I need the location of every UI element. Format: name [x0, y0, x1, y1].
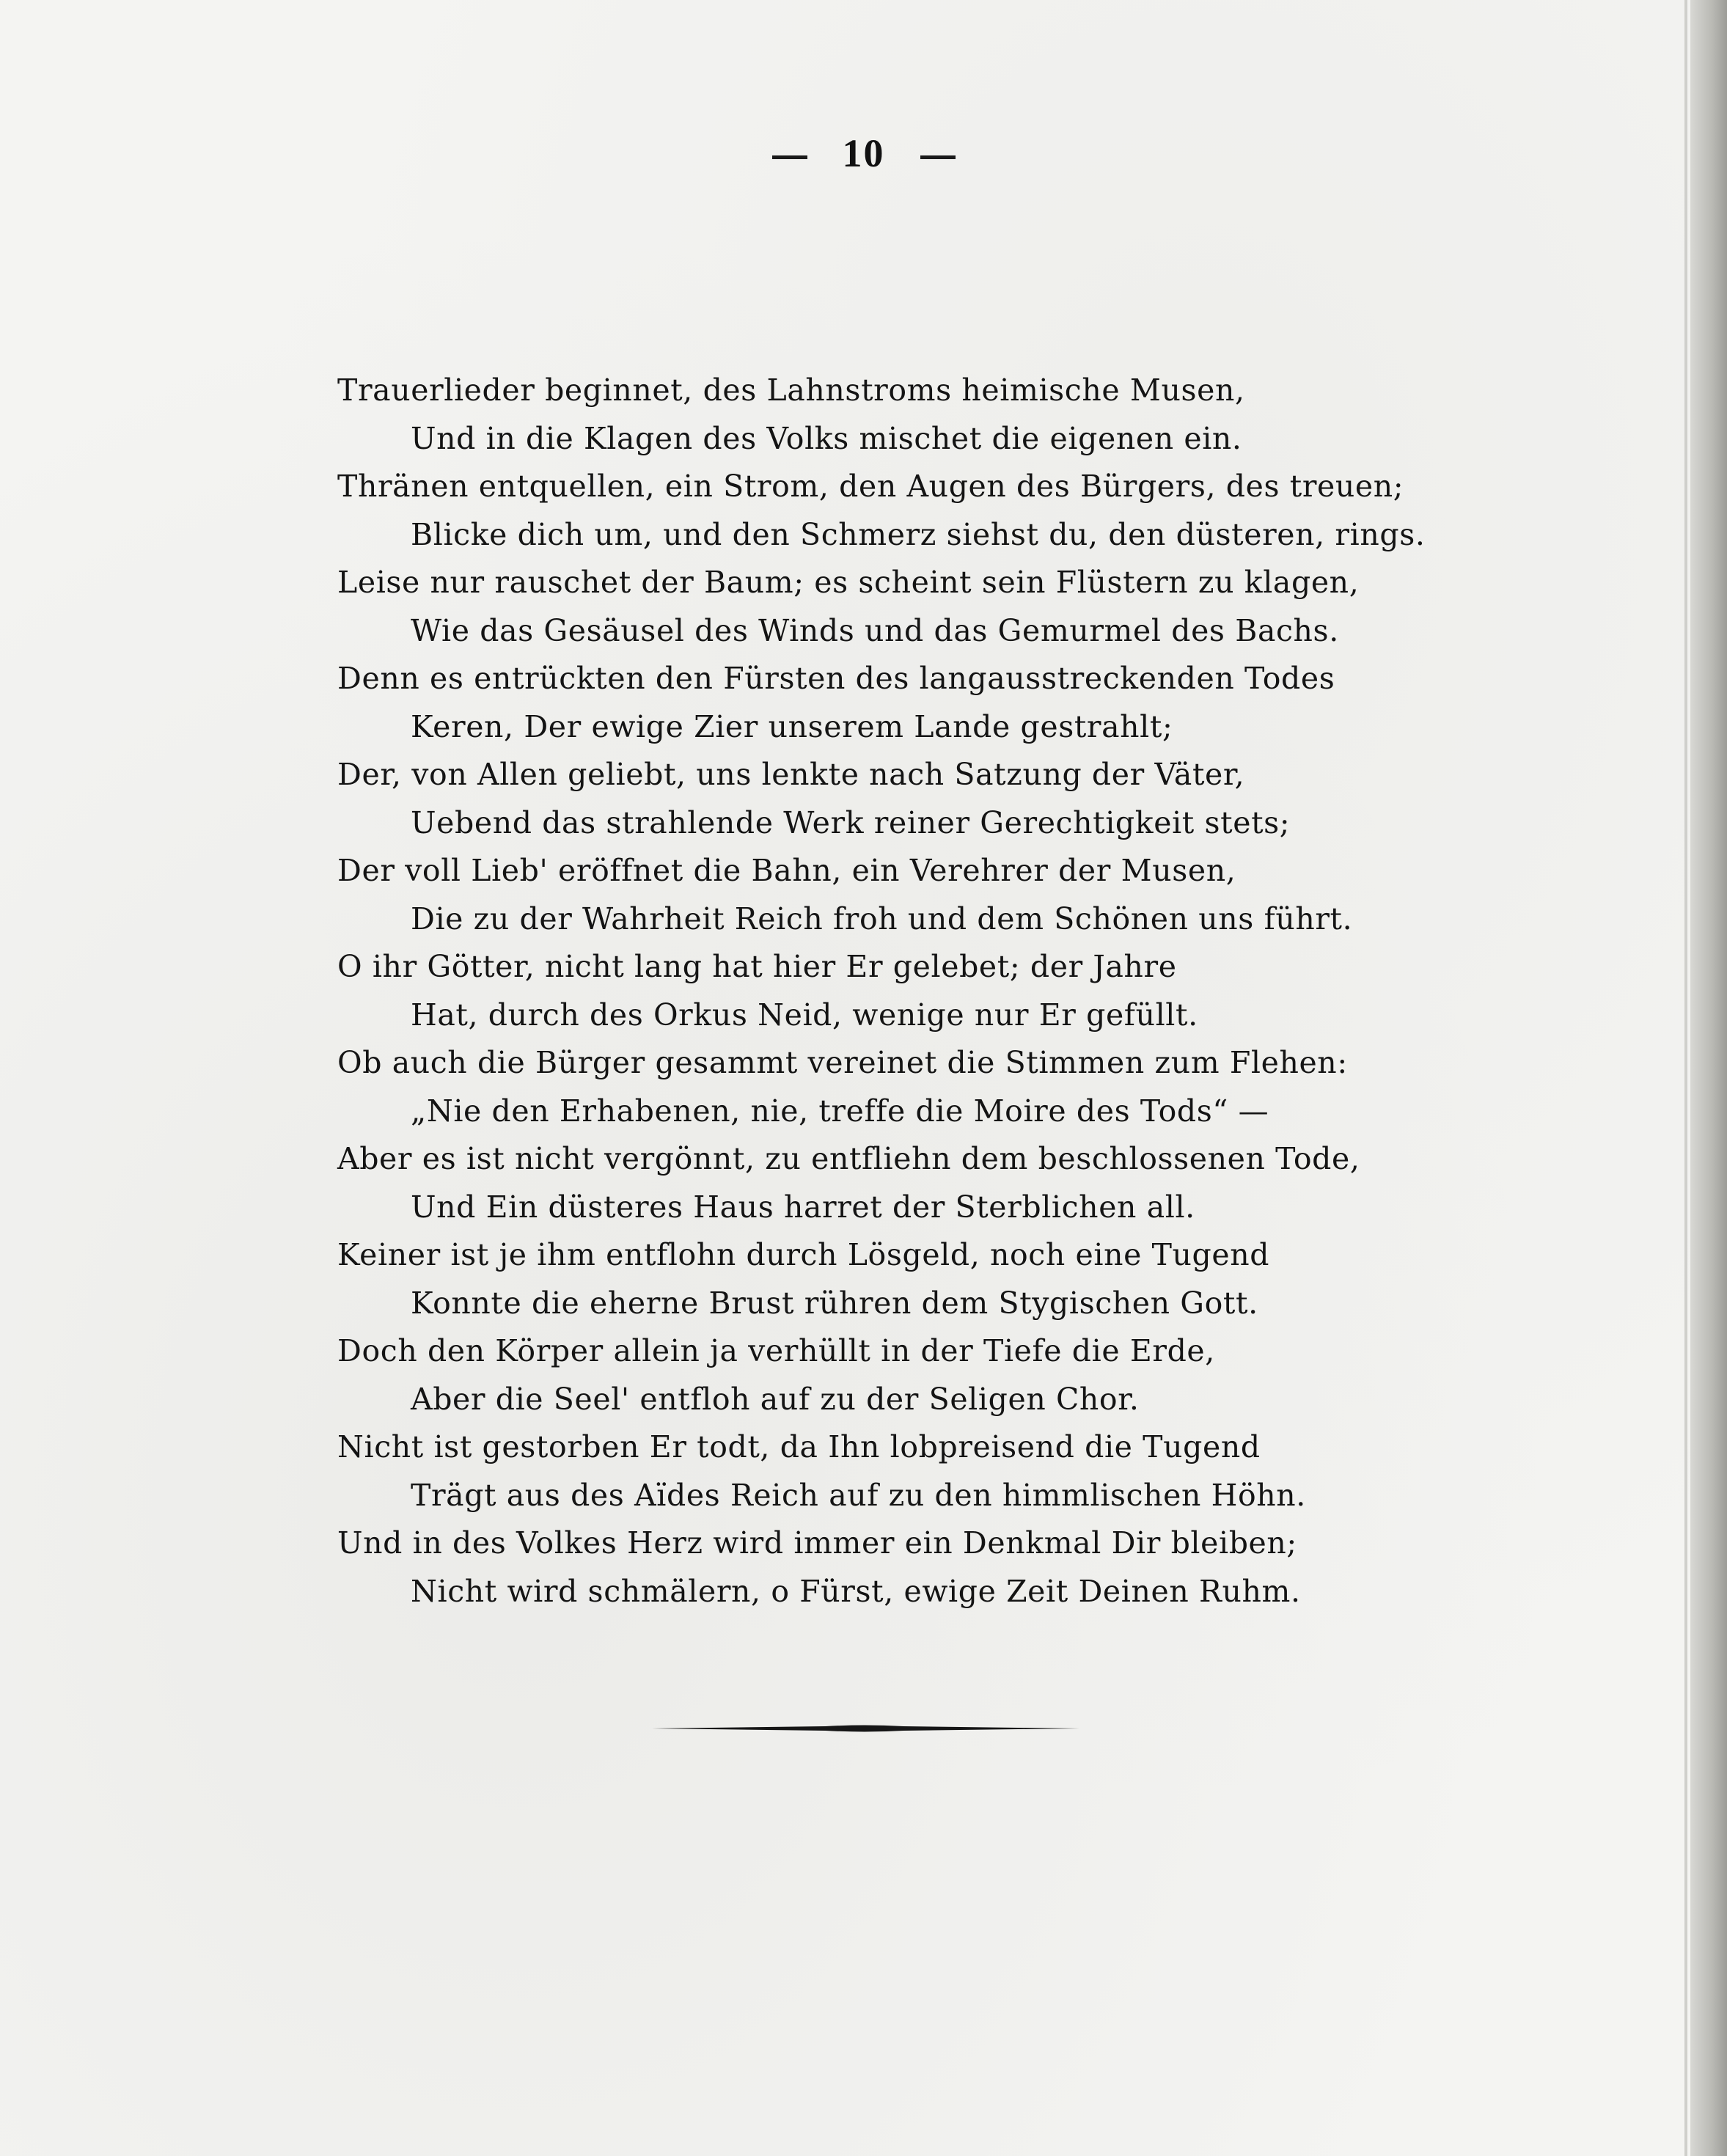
end-divider-rule: [650, 1723, 1079, 1734]
poem-line: Uebend das strahlende Werk reiner Gerechtigkeit stets;: [411, 804, 1291, 840]
poem-line: Die zu der Wahrheit Reich froh und dem Schönen uns führt.: [411, 901, 1353, 936]
poem-line: „Nie den Erhabenen, nie, treffe die Moire des Tods“ —: [411, 1093, 1269, 1129]
poem-line: Konnte die eherne Brust rühren dem Stygischen Gott.: [411, 1285, 1258, 1321]
poem-line: Doch den Körper allein ja verhüllt in der Tiefe die Erde,: [337, 1333, 1215, 1368]
poem-line: Trägt aus des Aïdes Reich auf zu den himmlischen Höhn.: [411, 1477, 1306, 1513]
poem-line: Aber es ist nicht vergönnt, zu entfliehn dem beschlossenen Tode,: [337, 1141, 1360, 1176]
poem-line: Blicke dich um, und den Schmerz siehst du, den düsteren, rings.: [411, 516, 1426, 552]
page-header: [0, 131, 1727, 176]
header-dash-right: [920, 155, 956, 159]
poem-line: Denn es entrückten den Fürsten des langausstreckenden Todes: [337, 661, 1335, 696]
page-edge-shadow: [1690, 0, 1727, 2156]
poem-line: Wie das Gesäusel des Winds und das Gemurmel des Bachs.: [411, 612, 1339, 648]
poem-line: Und Ein düsteres Haus harret der Sterblichen all.: [411, 1189, 1195, 1225]
poem-line: Thränen entquellen, ein Strom, den Augen des Bürgers, des treuen;: [337, 469, 1404, 504]
poem-line: Ob auch die Bürger gesammt vereinet die Stimmen zum Flehen:: [337, 1045, 1348, 1080]
poem-body: [337, 367, 1599, 1616]
poem-line: Keiner ist je ihm entflohn durch Lösgeld, noch eine Tugend: [337, 1237, 1270, 1272]
poem-line: Nicht wird schmälern, o Fürst, ewige Zeit Deinen Ruhm.: [411, 1573, 1301, 1609]
poem-line: Nicht ist gestorben Er todt, da Ihn lobpreisend die Tugend: [337, 1429, 1261, 1464]
header-dash-left: [772, 155, 807, 159]
poem-line: Der, von Allen geliebt, uns lenkte nach Satzung der Väter,: [337, 757, 1245, 792]
poem-line: Der voll Lieb' eröffnet die Bahn, ein Verehrer der Musen,: [337, 853, 1236, 888]
poem-line: Keren, Der ewige Zier unserem Lande gestrahlt;: [411, 708, 1173, 744]
poem-line: Und in des Volkes Herz wird immer ein Denkmal Dir bleiben;: [337, 1525, 1297, 1561]
poem-line: Trauerlieder beginnet, des Lahnstroms heimische Musen,: [337, 373, 1245, 408]
poem-line: Hat, durch des Orkus Neid, wenige nur Er gefüllt.: [411, 997, 1198, 1033]
poem-line: Leise nur rauschet der Baum; es scheint sein Flüstern zu klagen,: [337, 565, 1360, 600]
page-number: 10: [842, 131, 885, 175]
poem-line: O ihr Götter, nicht lang hat hier Er gelebet; der Jahre: [337, 949, 1177, 984]
poem-line: Aber die Seel' entfloh auf zu der Seligen Chor.: [411, 1381, 1140, 1417]
poem-line: Und in die Klagen des Volks mischet die eigenen ein.: [411, 420, 1242, 456]
